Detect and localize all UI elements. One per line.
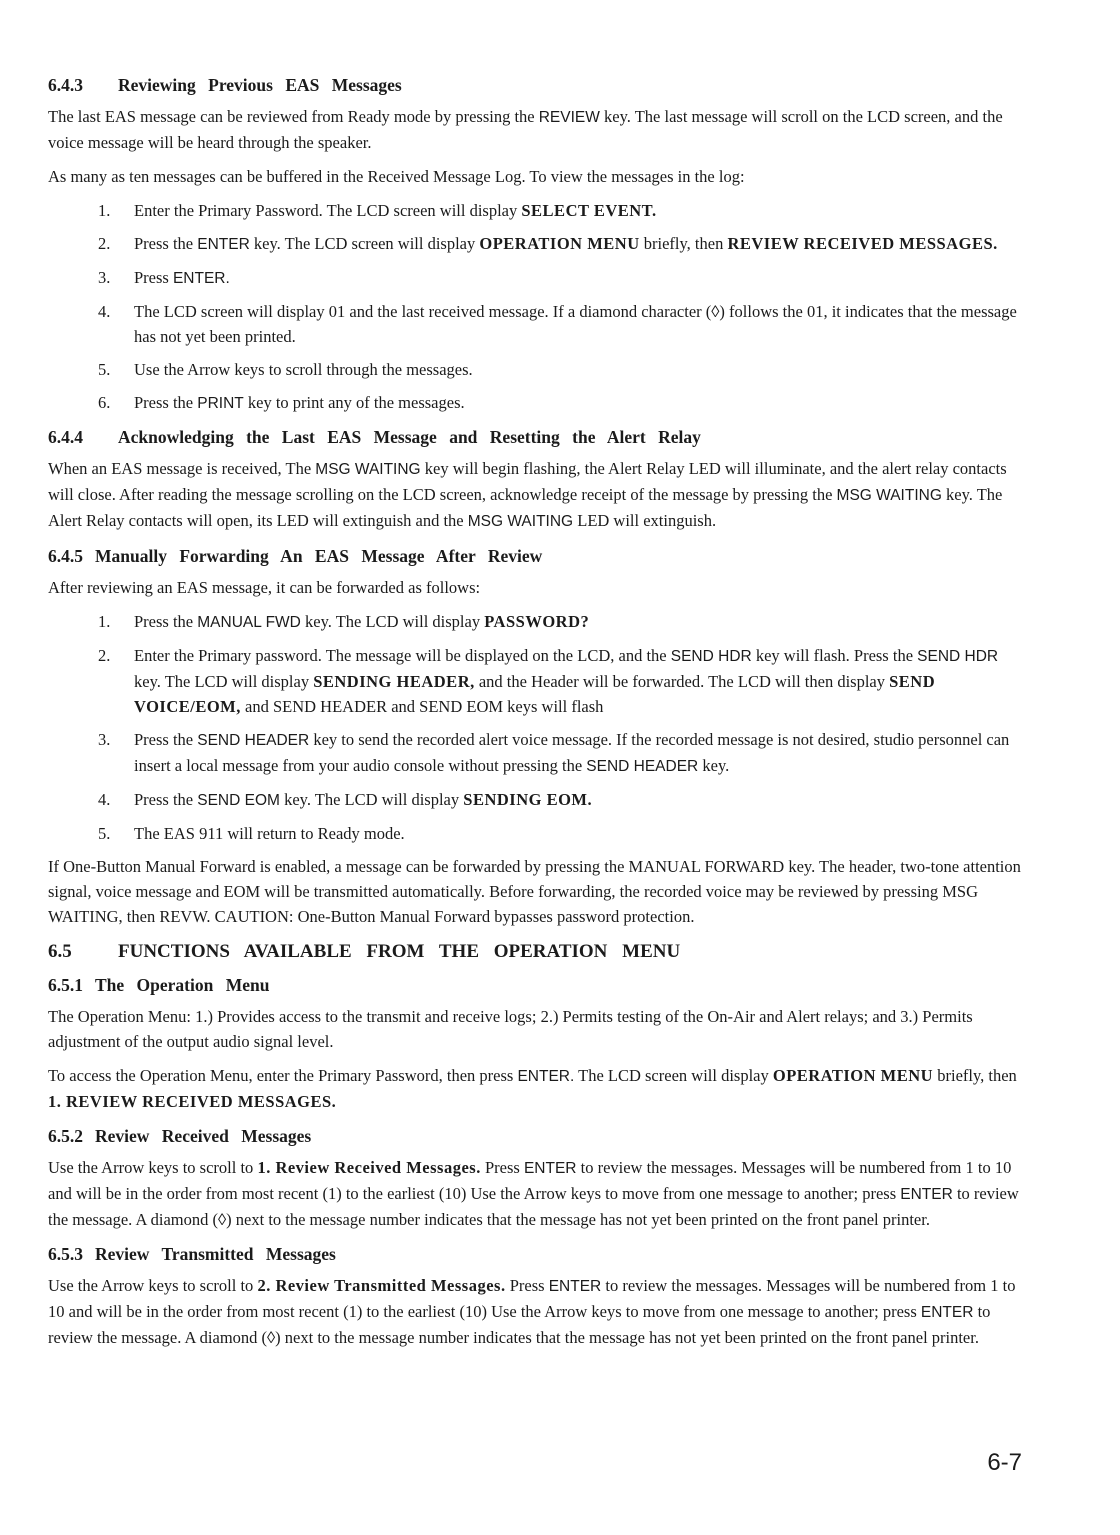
list-item: 3. Press the SEND HEADER key to send the recorded alert voice message. If the recorded message is not desired, studio personnel can insert a local message from your audio console without pressing the SEND HEADER key. (98, 730, 1010, 775)
steps-list-6-4-3 (48, 198, 1023, 416)
section-heading-6-4-5: 6.4.5 Manually Forwarding An EAS Message After Review (48, 546, 543, 566)
paragraph-operation-menu: The Operation Menu: 1.) Provides access to the transmit and receive logs; 2.) Permits testing of the On-Air and Alert relays; and 3.) Permits adjustment of the output audio signal level. (48, 1007, 973, 1051)
section-heading-6-5-2: 6.5.2 Review Received Messages (48, 1126, 312, 1146)
list-item: 1. Enter the Primary Password. The LCD screen will display SELECT EVENT. (98, 201, 657, 220)
paragraph-acknowledge: When an EAS message is received, The MSG WAITING key will begin flashing, the Alert Relay LED will illuminate, and the alert relay contacts will close. After reading the message scrolling on the LCD screen, acknowledge receipt of the message by pressing the MSG WAITING key. The Alert Relay contacts will open, its LED will extinguish and the MSG WAITING LED will extinguish. (48, 459, 1007, 530)
paragraph-forward-intro: After reviewing an EAS message, it can be forwarded as follows: (48, 578, 481, 597)
list-item: 2. Enter the Primary password. The message will be displayed on the LCD, and the SEND HDR key will flash. Press the SEND HDR key. The LCD will display SENDING HEADER, and the Header will be forwarded. The LCD will then display SEND VOICE/EOM, and SEND HEADER and SEND EOM keys will flash (98, 646, 999, 716)
list-item: 1. Press the MANUAL FWD key. The LCD will display PASSWORD? (98, 612, 590, 631)
list-item: 4. Press the SEND EOM key. The LCD will display SENDING EOM. (98, 790, 593, 809)
list-item: 5. The EAS 911 will return to Ready mode. (98, 824, 405, 843)
list-item: 2. Press the ENTER key. The LCD screen will display OPERATION MENU briefly, then REVIEW RECEIVED MESSAGES. (98, 234, 998, 253)
list-item: 4. The LCD screen will display 01 and the last received message. If a diamond character (◊) follows the 01, it indicates that the message has not yet been printed. (98, 302, 1017, 346)
list-item: 6. Press the PRINT key to print any of the messages. (98, 393, 465, 412)
paragraph-review-received: Use the Arrow keys to scroll to 1. Review Received Messages. Press ENTER to review the messages. Messages will be numbered from 1 to 10 and will be in the order from most recent (1) to the earliest (10) Use the Arrow keys to move from one message to another; press ENTER to review the message. A diamond (◊) next to the message number indicates that the message has not yet been printed on the front panel printer. (48, 1158, 1019, 1229)
steps-list-6-4-5 (48, 609, 1023, 846)
paragraph-review-last: The last EAS message can be reviewed from Ready mode by pressing the REVIEW key. The last message will scroll on the LCD screen, and the voice message will be heard through the speaker. (48, 107, 1003, 152)
list-item: 3. Press ENTER. (98, 268, 230, 287)
manual-page (48, 72, 1023, 1359)
section-heading-6-4-3: 6.4.3 Reviewing Previous EAS Messages (48, 75, 402, 95)
paragraph-one-button-note: If One-Button Manual Forward is enabled, a message can be forwarded by pressing the MANUAL FORWARD key. The header, two-tone attention signal, voice message and EOM will be transmitted automatically. Before forwarding, the recorded voice may be reviewed by pressing MSG WAITING, then REVW. CAUTION: One-Button Manual Forward bypasses password protection. (48, 857, 1021, 926)
page-number: 6-7 (987, 1449, 1022, 1476)
section-heading-6-4-4: 6.4.4 Acknowledging the Last EAS Message and Resetting the Alert Relay (48, 427, 701, 447)
paragraph-buffer: As many as ten messages can be buffered in the Received Message Log. To view the messages in the log: (48, 167, 745, 186)
section-heading-6-5-3: 6.5.3 Review Transmitted Messages (48, 1244, 336, 1264)
paragraph-access-menu: To access the Operation Menu, enter the Primary Password, then press ENTER. The LCD screen will display OPERATION MENU briefly, then 1. REVIEW RECEIVED MESSAGES. (48, 1066, 1017, 1111)
section-heading-6-5-1: 6.5.1 The Operation Menu (48, 975, 270, 995)
section-heading-6-5: 6.5 FUNCTIONS AVAILABLE FROM THE OPERATION MENU (48, 941, 681, 962)
paragraph-review-transmitted: Use the Arrow keys to scroll to 2. Review Transmitted Messages. Press ENTER to review the messages. Messages will be numbered from 1 to 10 and will be in the order from most recent (1) to the earliest (10) Use the Arrow keys to move from one message to another; press ENTER to review the message. A diamond (◊) next to the message number indicates that the message has not yet been printed on the front panel printer. (48, 1276, 1016, 1347)
list-item: 5. Use the Arrow keys to scroll through the messages. (98, 360, 473, 379)
